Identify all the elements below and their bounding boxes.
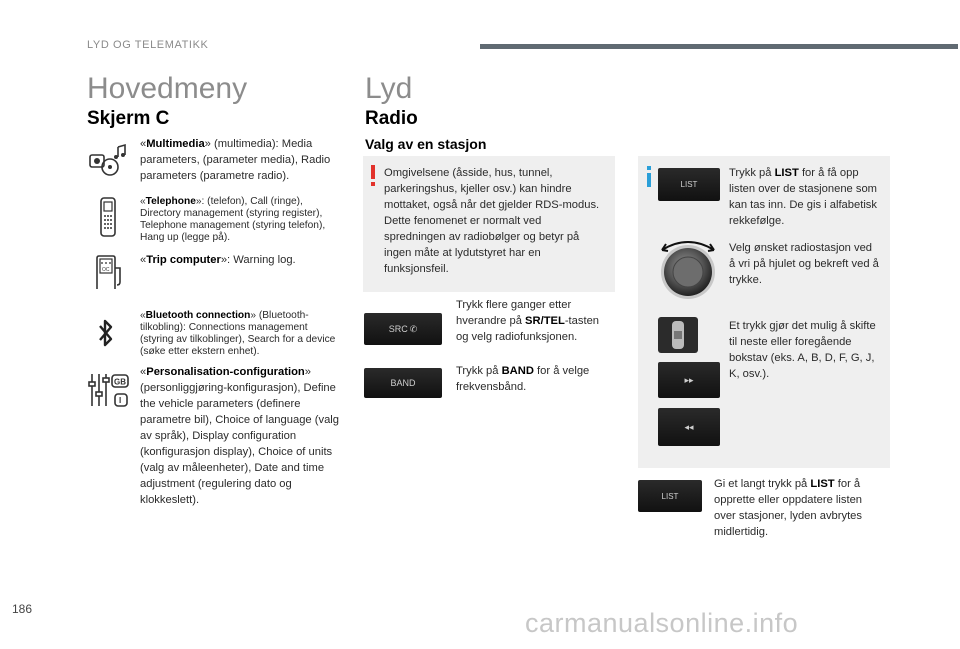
list-instruction: Trykk på LIST for å få opp listen over de stasjonene som kan tas inn. De gis i alfabetisk rekkefølge. bbox=[729, 167, 878, 227]
trip-computer-icon bbox=[94, 254, 124, 290]
skip-instruction: Et trykk gjør det mulig å skifte til neste eller foregående bokstav (eks. A, B, D, F, G, J, K, osv.). bbox=[729, 320, 876, 380]
warning-icon bbox=[368, 165, 378, 187]
page-title-left: Hovedmeny bbox=[87, 72, 248, 105]
src-button-image: SRC ✆ bbox=[364, 313, 442, 345]
subtitle-left: Skjerm C bbox=[87, 108, 170, 129]
menu-item-trip-computer: «Trip computer»: Warning log. bbox=[140, 254, 296, 266]
list-button-image-2: LIST bbox=[638, 480, 702, 512]
subtitle-right: Radio bbox=[365, 108, 418, 129]
menu-item-personalisation: «Personalisation-configuration» (personliggjøring-konfigurasjon), Define the vehicle parameters (definere parametre bil), Choice of language (valg av språk), Display configuration (konfigurasjon display), Choice of units (valg av måleenheter), Date and time adjustment (regulering dato og klokkeslett). bbox=[140, 366, 339, 506]
telephone-icon bbox=[100, 197, 116, 237]
long-press-instruction: Gi et langt trykk på LIST for å opprette eller oppdatere listen over stasjoner, lyden avbrytes midlertidig. bbox=[714, 478, 863, 538]
menu-item-telephone: «Telephone»: (telefon), Call (ringe), Directory management (styring register), Telephone management (styring telefon), Hang up (legge på). bbox=[140, 196, 326, 243]
section-header: LYD OG TELEMATIKK bbox=[87, 39, 209, 51]
personalisation-icon bbox=[88, 372, 130, 410]
prev-button-image: ◂◂ bbox=[658, 408, 720, 446]
section-title: Valg av en stasjon bbox=[365, 136, 487, 152]
warning-text: Omgivelsene (åsside, hus, tunnel, parkeringshus, kjeller osv.) kan hindre mottaket, også når det gjelder RDS-modus. Dette fenomenet er normalt ved spredningen av radiobølger og betyr på ingen måte at lydutstyret har en funksjonsfeil. bbox=[384, 167, 600, 275]
svg-text:I: I bbox=[119, 396, 122, 405]
skip-control-image bbox=[658, 317, 698, 353]
menu-item-bluetooth: «Bluetooth connection» (Bluetooth-tilkobling): Connections management (styring av tilkoblinger), Search for a device (søke etter ekstern enhet). bbox=[140, 310, 336, 357]
bluetooth-icon bbox=[96, 318, 116, 348]
list-button-image: LIST bbox=[658, 168, 720, 201]
svg-text:GB: GB bbox=[114, 377, 126, 387]
info-icon bbox=[644, 166, 654, 188]
watermark: carmanualsonline.info bbox=[525, 608, 799, 638]
band-button-image: BAND bbox=[364, 368, 442, 398]
page-number: 186 bbox=[12, 602, 33, 616]
multimedia-icon bbox=[88, 143, 128, 179]
header-bar bbox=[480, 44, 958, 49]
band-instruction: Trykk på BAND for å velge frekvensbånd. bbox=[456, 365, 590, 393]
wheel-instruction: Velg ønsket radiostasjon ved å vri på hjulet og bekreft ved å trykke. bbox=[729, 242, 879, 286]
menu-item-multimedia: «Multimedia» (multimedia): Media parameters, (parameter media), Radio parameters (parametre radio). bbox=[140, 138, 331, 182]
svg-text:OC: OC bbox=[102, 267, 110, 273]
rotary-wheel-image bbox=[656, 236, 720, 302]
next-button-image: ▸▸ bbox=[658, 362, 720, 398]
page-title-right: Lyd bbox=[365, 72, 413, 105]
src-instruction: Trykk flere ganger etter hverandre på SR/TEL-tasten og velg radiofunksjonen. bbox=[456, 299, 600, 343]
